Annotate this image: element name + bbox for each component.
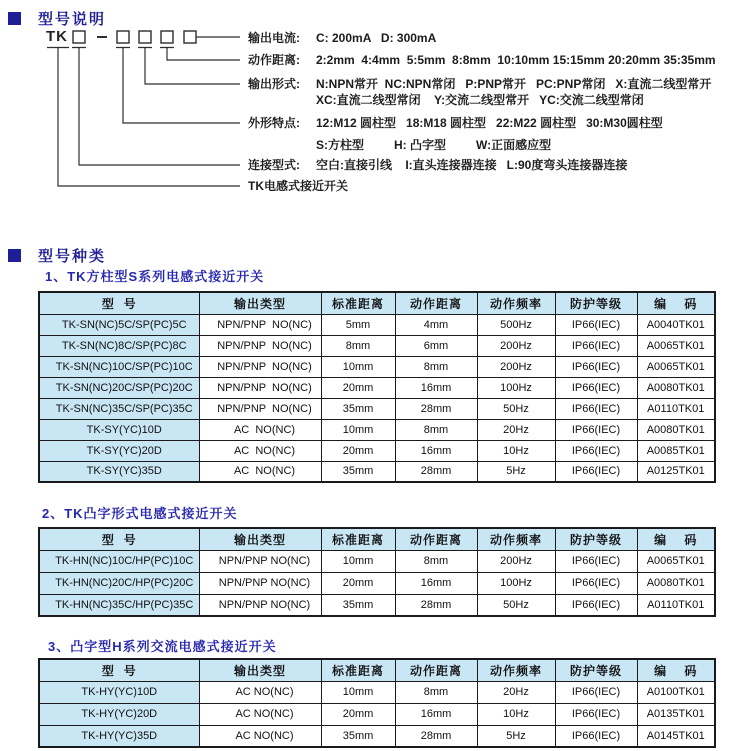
cell: IP66(IEC) <box>555 398 637 419</box>
table-row <box>39 419 715 440</box>
column-header: 防护等级 <box>555 292 637 314</box>
cell: 16mm <box>395 377 477 398</box>
diagram-line-shape-feature <box>248 116 663 130</box>
column-header: 标准距离 <box>321 659 395 681</box>
code-box-sensing-distance <box>161 31 173 43</box>
column-header: 动作频率 <box>477 292 555 314</box>
cell: 50Hz <box>477 398 555 419</box>
cell: 20mm <box>321 703 395 725</box>
diagram-line-action-distance <box>248 53 716 67</box>
cell: IP66(IEC) <box>555 461 637 482</box>
diagram-line-value: C: 200mA D: 300mA <box>316 31 437 45</box>
diagram-line-label: 动作距离: <box>248 53 300 67</box>
cell: 10mm <box>321 356 395 377</box>
cell: NPN/PNP NO(NC) <box>199 377 321 398</box>
table-row <box>39 594 715 616</box>
cell: IP66(IEC) <box>555 440 637 461</box>
lead-line-action-distance <box>160 48 240 61</box>
lead-line-output-form <box>138 48 240 85</box>
table-row <box>39 703 715 725</box>
cell: IP66(IEC) <box>555 377 637 398</box>
cell: 35mm <box>321 594 395 616</box>
cell: A0065TK01 <box>637 356 715 377</box>
cell: 5mm <box>321 314 395 335</box>
cell: A0065TK01 <box>637 335 715 356</box>
column-header: 防护等级 <box>555 659 637 681</box>
diagram-line-value: 12:M12 圆柱型 18:M18 圆柱型 22:M22 圆柱型 30:M30圆柱型 <box>316 116 663 130</box>
cell: 10mm <box>321 419 395 440</box>
cell: 10Hz <box>477 703 555 725</box>
model-cell: TK-SN(NC)20C/SP(PC)20C <box>39 377 199 398</box>
cell: 8mm <box>321 335 395 356</box>
cell: 20mm <box>321 572 395 594</box>
model-cell: TK-SY(YC)35D <box>39 461 199 482</box>
cell: 8mm <box>395 419 477 440</box>
cell: 35mm <box>321 725 395 747</box>
cell: 100Hz <box>477 377 555 398</box>
cell: AC NO(NC) <box>199 725 321 747</box>
model-cell: TK-SY(YC)20D <box>39 440 199 461</box>
cell: IP66(IEC) <box>555 550 637 572</box>
table-row <box>39 572 715 594</box>
cell: 500Hz <box>477 314 555 335</box>
cell: NPN/PNP NO(NC) <box>199 550 321 572</box>
model-cell: TK-HY(YC)10D <box>39 681 199 703</box>
column-header: 编 码 <box>637 528 715 550</box>
cell: NPN/PNP NO(NC) <box>199 594 321 616</box>
cell: IP66(IEC) <box>555 419 637 440</box>
model-cell: TK-SN(NC)10C/SP(PC)10C <box>39 356 199 377</box>
code-box-output-form <box>139 31 151 43</box>
table-row <box>39 440 715 461</box>
lead-line-connection-type <box>72 48 240 166</box>
cell: 5Hz <box>477 461 555 482</box>
cell: AC NO(NC) <box>199 703 321 725</box>
cell: A0100TK01 <box>637 681 715 703</box>
cell: 10mm <box>321 681 395 703</box>
column-header: 编 码 <box>637 659 715 681</box>
cell: 35mm <box>321 398 395 419</box>
table-row <box>39 461 715 482</box>
table-subtitle-3: 3、凸字型H系列交流电感式接近开关 <box>48 639 277 654</box>
cell: 28mm <box>395 461 477 482</box>
cell: 50Hz <box>477 594 555 616</box>
model-cell: TK-HY(YC)20D <box>39 703 199 725</box>
cell: NPN/PNP NO(NC) <box>199 398 321 419</box>
diagram-line-label: 输出电流: <box>248 31 300 45</box>
column-header: 型 号 <box>39 528 199 550</box>
diagram-line-output-current <box>248 31 436 45</box>
cell: 16mm <box>395 572 477 594</box>
diagram-line-value: N:NPN常开 NC:NPN常闭 P:PNP常开 PC:PNP常闭 X:直流二线型常开 <box>316 77 712 91</box>
table-row <box>39 377 715 398</box>
cell: 200Hz <box>477 335 555 356</box>
cell: A0135TK01 <box>637 703 715 725</box>
model-cell: TK-SN(NC)8C/SP(PC)8C <box>39 335 199 356</box>
cell: IP66(IEC) <box>555 594 637 616</box>
table-row <box>39 681 715 703</box>
diagram-line-label: 连接型式: <box>248 158 300 172</box>
cell: IP66(IEC) <box>555 572 637 594</box>
table-header-row <box>39 528 715 550</box>
cell: IP66(IEC) <box>555 314 637 335</box>
cell: 16mm <box>395 703 477 725</box>
column-header: 标准距离 <box>321 292 395 314</box>
cell: AC NO(NC) <box>199 440 321 461</box>
cell: 20Hz <box>477 681 555 703</box>
cell: 10mm <box>321 550 395 572</box>
cell: IP66(IEC) <box>555 335 637 356</box>
spec-table-convex-h-ac-series <box>38 658 716 748</box>
lead-line-shape-feature <box>116 48 240 124</box>
diagram-line-shape-feature-cont: S:方柱型 H: 凸字型 W:正面感应型 <box>316 138 552 152</box>
column-header: 输出类型 <box>199 659 321 681</box>
cell: NPN/PNP NO(NC) <box>199 314 321 335</box>
section-bullet-icon <box>8 249 21 262</box>
code-box-shape <box>117 31 129 43</box>
table-subtitle-1: 1、TK方柱型S系列电感式接近开关 <box>45 269 265 284</box>
table-header-row <box>39 659 715 681</box>
spec-table-convex-series <box>38 527 716 617</box>
spec-table-square-s-series <box>38 291 716 483</box>
diagram-line-value: 空白:直接引线 I:直头连接器连接 L:90度弯头连接器连接 <box>316 158 628 172</box>
table-row <box>39 356 715 377</box>
cell: AC NO(NC) <box>199 681 321 703</box>
cell: A0125TK01 <box>637 461 715 482</box>
column-header: 标准距离 <box>321 528 395 550</box>
model-cell: TK-HY(YC)35D <box>39 725 199 747</box>
table-subtitle-2: 2、TK凸字形式电感式接近开关 <box>42 506 238 521</box>
cell: 8mm <box>395 356 477 377</box>
cell: 10Hz <box>477 440 555 461</box>
code-box-output-current <box>184 31 196 43</box>
diagram-line-value: 2:2mm 4:4mm 5:5mm 8:8mm 10:10mm 15:15mm 20:20mm 35:35mm <box>316 53 716 67</box>
column-header: 输出类型 <box>199 292 321 314</box>
cell: 35mm <box>321 461 395 482</box>
model-cell: TK-SY(YC)10D <box>39 419 199 440</box>
cell: 28mm <box>395 398 477 419</box>
model-cell: TK-SN(NC)35C/SP(PC)35C <box>39 398 199 419</box>
diagram-line-label: TK电感式接近开关 <box>248 179 348 193</box>
cell: A0145TK01 <box>637 725 715 747</box>
cell: 28mm <box>395 725 477 747</box>
cell: NPN/PNP NO(NC) <box>199 572 321 594</box>
model-cell: TK-HN(NC)20C/HP(PC)20C <box>39 572 199 594</box>
column-header: 型 号 <box>39 292 199 314</box>
cell: 5Hz <box>477 725 555 747</box>
diagram-line-output-form <box>248 77 711 91</box>
section-title: 型号说明 <box>38 11 107 28</box>
cell: 8mm <box>395 550 477 572</box>
cell: A0080TK01 <box>637 572 715 594</box>
cell: A0110TK01 <box>637 594 715 616</box>
table-row <box>39 335 715 356</box>
column-header: 动作距离 <box>395 659 477 681</box>
cell: NPN/PNP NO(NC) <box>199 356 321 377</box>
cell: 4mm <box>395 314 477 335</box>
column-header: 编 码 <box>637 292 715 314</box>
cell: 200Hz <box>477 550 555 572</box>
model-cell: TK-SN(NC)5C/SP(PC)5C <box>39 314 199 335</box>
column-header: 动作频率 <box>477 528 555 550</box>
model-cell: TK-HN(NC)10C/HP(PC)10C <box>39 550 199 572</box>
cell: A0110TK01 <box>637 398 715 419</box>
cell: 8mm <box>395 681 477 703</box>
column-header: 动作距离 <box>395 292 477 314</box>
section-title: 型号种类 <box>38 248 107 265</box>
diagram-line-series-name <box>248 179 348 193</box>
table-row <box>39 398 715 419</box>
table-row <box>39 314 715 335</box>
diagram-line-output-form-cont: XC:直流二线型常闭 Y:交流二线型常开 YC:交流二线型常闭 <box>316 93 644 107</box>
table-header-row <box>39 292 715 314</box>
cell: 20Hz <box>477 419 555 440</box>
cell: A0080TK01 <box>637 419 715 440</box>
cell: IP66(IEC) <box>555 703 637 725</box>
cell: NPN/PNP NO(NC) <box>199 335 321 356</box>
diagram-line-label: 外形特点: <box>248 116 300 130</box>
cell: 28mm <box>395 594 477 616</box>
cell: 16mm <box>395 440 477 461</box>
model-prefix: TK <box>46 28 68 45</box>
column-header: 输出类型 <box>199 528 321 550</box>
cell: 200Hz <box>477 356 555 377</box>
cell: IP66(IEC) <box>555 725 637 747</box>
cell: A0040TK01 <box>637 314 715 335</box>
cell: 20mm <box>321 440 395 461</box>
column-header: 型 号 <box>39 659 199 681</box>
table-row <box>39 550 715 572</box>
cell: IP66(IEC) <box>555 681 637 703</box>
code-box-connection <box>73 31 85 43</box>
cell: AC NO(NC) <box>199 419 321 440</box>
model-cell: TK-HN(NC)35C/HP(PC)35C <box>39 594 199 616</box>
cell: A0085TK01 <box>637 440 715 461</box>
column-header: 动作距离 <box>395 528 477 550</box>
cell: IP66(IEC) <box>555 356 637 377</box>
cell: 100Hz <box>477 572 555 594</box>
column-header: 动作频率 <box>477 659 555 681</box>
section-header-model-types <box>8 245 106 266</box>
cell: A0065TK01 <box>637 550 715 572</box>
cell: A0080TK01 <box>637 377 715 398</box>
diagram-line-label: 输出形式: <box>248 77 300 91</box>
diagram-line-connection-type <box>248 158 627 172</box>
cell: AC NO(NC) <box>199 461 321 482</box>
column-header: 防护等级 <box>555 528 637 550</box>
table-row <box>39 725 715 747</box>
cell: 6mm <box>395 335 477 356</box>
cell: 20mm <box>321 377 395 398</box>
